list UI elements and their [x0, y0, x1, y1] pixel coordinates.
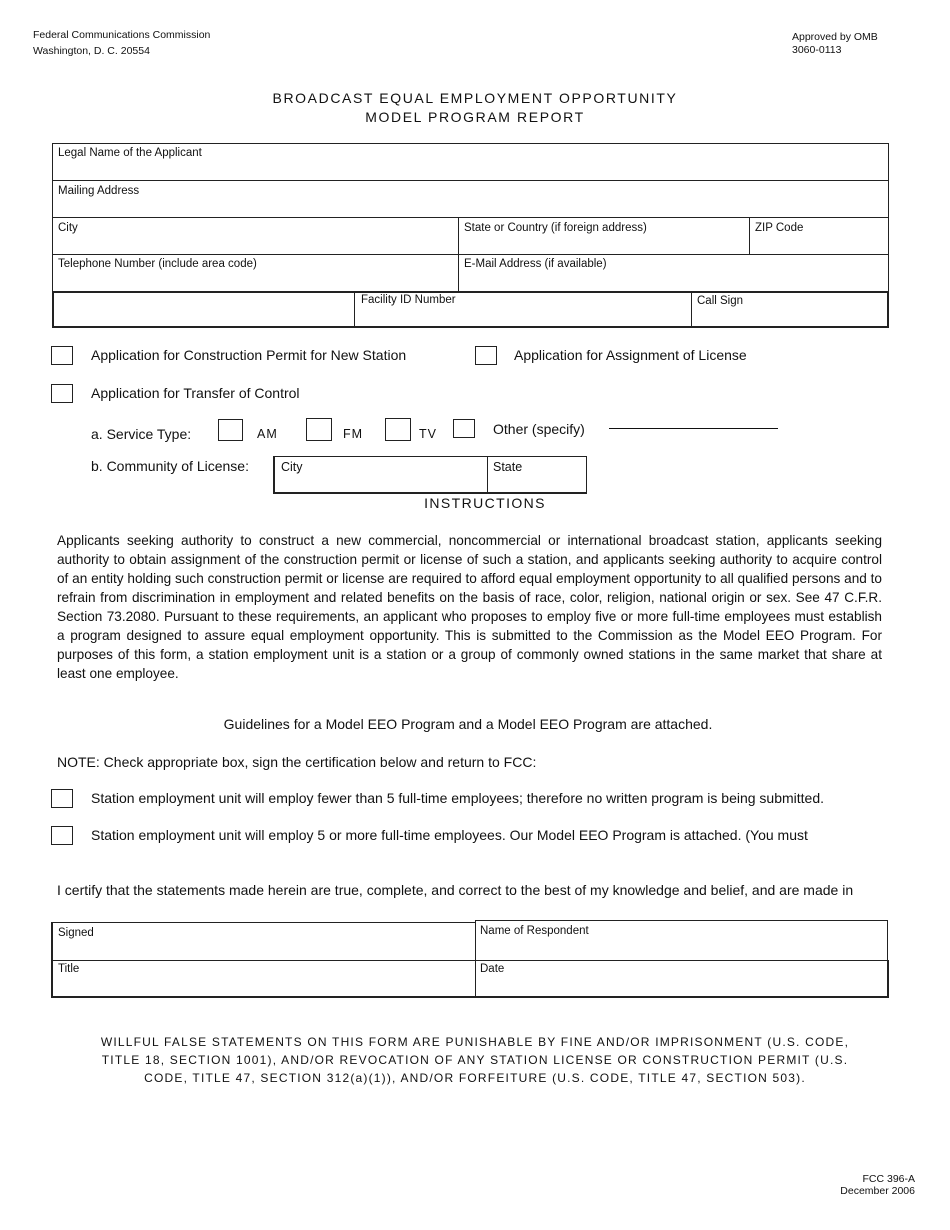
- five-or-more-label: Station employment unit will employ 5 or more full-time employees. Our Model EEO Program is attached. (You must: [91, 827, 808, 843]
- signed-label: Signed: [58, 927, 94, 939]
- construction-permit-checkbox[interactable]: [51, 346, 73, 365]
- legal-name-label: Legal Name of the Applicant: [58, 147, 202, 159]
- email-field[interactable]: [458, 254, 889, 292]
- date-field[interactable]: [475, 960, 889, 998]
- title-field[interactable]: [51, 960, 476, 998]
- signed-field[interactable]: [51, 922, 476, 961]
- respondent-label: Name of Respondent: [480, 925, 589, 937]
- community-state-field[interactable]: [487, 456, 587, 494]
- omb-number: 3060-0113: [792, 44, 842, 56]
- other-label: Other (specify): [493, 421, 585, 437]
- mailing-address-label: Mailing Address: [58, 185, 140, 197]
- service-type-label: a. Service Type:: [91, 426, 192, 442]
- certification-text: I certify that the statements made herein are true, complete, and correct to the best of my knowledge and belief, and are made in: [57, 882, 854, 898]
- form-title: BROADCAST EQUAL EMPLOYMENT OPPORTUNITY: [272, 90, 678, 106]
- other-checkbox[interactable]: [453, 419, 475, 438]
- warning-line-3: CODE, TITLE 47, SECTION 312(a)(1)), AND/OR FORFEITURE (U.S. CODE, TITLE 47, SECTION 503).: [144, 1071, 806, 1085]
- fm-label: FM: [343, 427, 364, 441]
- form-number: FCC 396-A: [862, 1173, 915, 1185]
- call-sign-field[interactable]: [691, 291, 889, 328]
- assignment-license-checkbox[interactable]: [475, 346, 497, 365]
- am-checkbox[interactable]: [218, 419, 243, 441]
- community-city-field[interactable]: [273, 456, 488, 494]
- transfer-control-checkbox[interactable]: [51, 384, 73, 403]
- assignment-license-label: Application for Assignment of License: [514, 347, 747, 363]
- community-state-label: State: [493, 460, 523, 474]
- form-date: December 2006: [840, 1185, 915, 1197]
- tv-checkbox[interactable]: [385, 418, 411, 441]
- email-label: E-Mail Address (if available): [464, 258, 607, 270]
- telephone-label: Telephone Number (include area code): [58, 258, 257, 270]
- state-country-field[interactable]: [458, 217, 750, 255]
- community-city-label: City: [281, 460, 303, 474]
- agency-name: Federal Communications Commission: [33, 29, 211, 41]
- community-label: b. Community of License:: [91, 458, 249, 474]
- zip-field[interactable]: [749, 217, 889, 255]
- omb-approval: Approved by OMB: [792, 31, 878, 43]
- title-label: Title: [58, 963, 80, 975]
- tv-label: TV: [419, 427, 437, 441]
- am-label: AM: [257, 427, 278, 441]
- instructions-heading: INSTRUCTIONS: [424, 495, 546, 511]
- call-sign-label: Call Sign: [697, 295, 744, 307]
- city-label: City: [58, 222, 78, 234]
- zip-label: ZIP Code: [755, 222, 804, 234]
- blank-cell: [52, 291, 355, 328]
- instructions-body: Applicants seeking authority to construct a new commercial, noncommercial or international broadcast station, applicants seeking authority to obtain assignment of the construction permit or license of such a station, and applicants seeking authority to acquire control of an entity holding such construction permit or license are required to afford equal employment opportunity to all qualified persons and to refrain from discrimination in employment and related benefits on the basis of race, color, religion, national origin or sex. See 47 C.F.R. Section 73.2080. Pursuant to these requirements, an applicant who proposes to employ five or more full-time employees must establish a program designed to assure equal employment opportunity. This is submitted to the Commission as the Model EEO Program. For purposes of this form, a station employment unit is a station or a group of commonly owned stations in the same market that share at least one employee.: [57, 533, 882, 681]
- city-field[interactable]: [52, 217, 459, 255]
- five-or-more-checkbox[interactable]: [51, 826, 73, 845]
- fewer-than-5-label: Station employment unit will employ fewer than 5 full-time employees; therefore no written program is being submitted.: [91, 790, 825, 806]
- respondent-field[interactable]: [475, 920, 888, 961]
- mailing-address-field[interactable]: [52, 180, 889, 218]
- construction-permit-label: Application for Construction Permit for New Station: [91, 347, 407, 363]
- warning-line-2: TITLE 18, SECTION 1001), AND/OR REVOCATION OF ANY STATION LICENSE OR CONSTRUCTION PERMIT (U.S.: [101, 1053, 849, 1067]
- telephone-field[interactable]: [52, 254, 459, 292]
- facility-id-label: Facility ID Number: [361, 294, 456, 306]
- state-country-label: State or Country (if foreign address): [464, 222, 647, 234]
- facility-id-field[interactable]: [354, 291, 692, 328]
- form-subtitle: MODEL PROGRAM REPORT: [365, 109, 585, 125]
- fm-checkbox[interactable]: [306, 418, 332, 441]
- date-label: Date: [480, 963, 505, 975]
- transfer-control-label: Application for Transfer of Control: [91, 385, 300, 401]
- warning-line-1: WILLFUL FALSE STATEMENTS ON THIS FORM ARE PUNISHABLE BY FINE AND/OR IMPRISONMENT (U.S. CODE,: [100, 1035, 850, 1049]
- guidelines-text: Guidelines for a Model EEO Program and a Model EEO Program are attached.: [223, 716, 713, 732]
- agency-address: Washington, D. C. 20554: [33, 45, 150, 57]
- note-text: NOTE: Check appropriate box, sign the certification below and return to FCC:: [57, 754, 537, 770]
- fewer-than-5-checkbox[interactable]: [51, 789, 73, 808]
- legal-name-field[interactable]: [52, 143, 889, 181]
- other-specify-line[interactable]: [609, 428, 778, 429]
